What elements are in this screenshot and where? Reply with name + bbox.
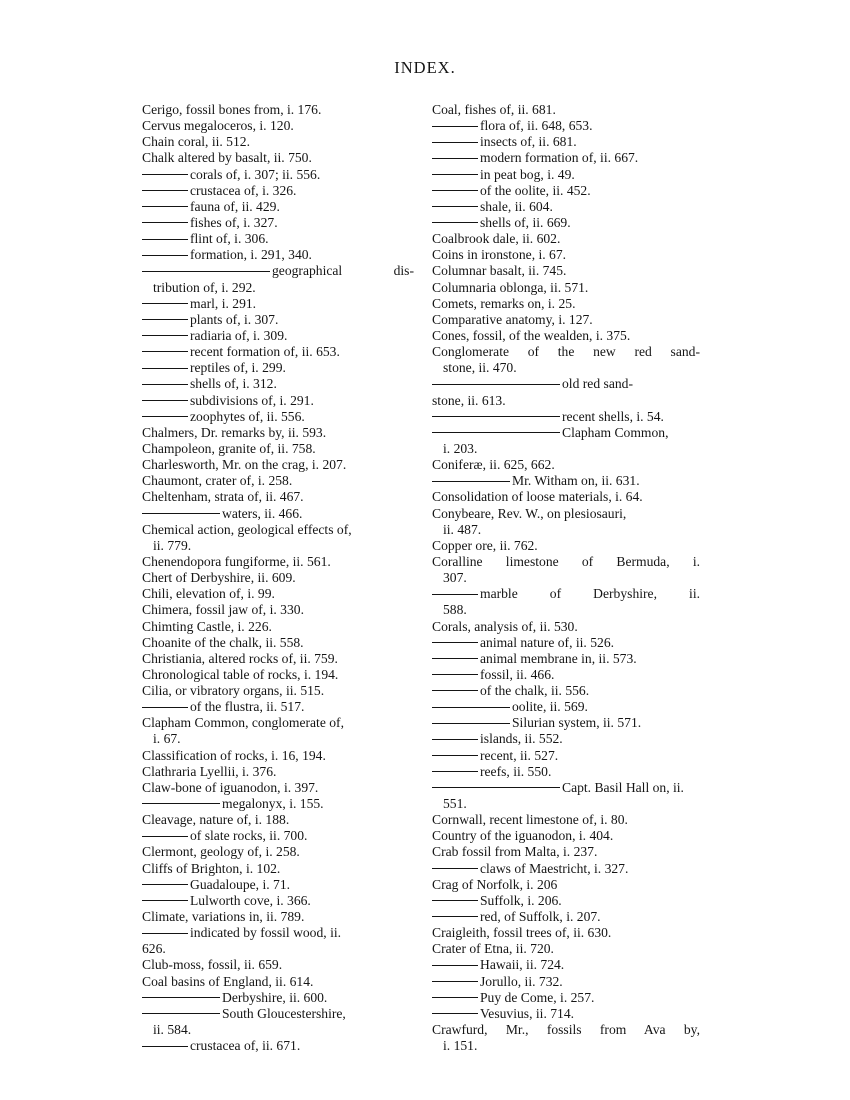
ditto-dash — [432, 384, 560, 385]
ditto-dash — [432, 481, 510, 482]
index-entry-text: fossil, ii. 466. — [480, 666, 555, 682]
index-entry-text: Columnaria oblonga, ii. 571. — [432, 279, 589, 295]
index-entry-text: Mr. Witham on, ii. 631. — [512, 473, 640, 489]
index-entry-text: subdivisions of, i. 291. — [190, 392, 314, 408]
index-entry-text: Corals, analysis of, ii. 530. — [432, 618, 578, 634]
ditto-dash — [142, 997, 220, 998]
index-entry — [142, 393, 414, 409]
index-entry — [142, 941, 414, 957]
ditto-dash — [142, 351, 188, 352]
index-entry-text: Choanite of the chalk, ii. 558. — [142, 634, 304, 650]
index-entry-text: Conybeare, Rev. W., on plesiosauri, — [432, 505, 627, 521]
index-entry — [142, 522, 414, 538]
index-entry — [142, 134, 414, 150]
ditto-dash — [432, 965, 478, 966]
index-entry-text: zoophytes of, ii. 556. — [190, 408, 305, 424]
index-entry-text: Club-moss, fossil, ii. 659. — [142, 957, 283, 973]
index-entry — [432, 102, 700, 118]
index-entry — [142, 150, 414, 166]
ditto-dash — [142, 836, 188, 837]
index-entry — [142, 651, 414, 667]
index-entry — [432, 409, 700, 425]
ditto-dash — [142, 174, 188, 175]
index-entry — [432, 425, 700, 441]
ditto-dash — [142, 400, 188, 401]
index-entry — [432, 134, 700, 150]
index-entry — [432, 360, 700, 376]
index-entry — [142, 586, 414, 602]
ditto-dash — [432, 222, 478, 223]
index-entry-text: Chaumont, crater of, i. 258. — [142, 473, 293, 489]
index-entry — [142, 602, 414, 618]
ditto-dash — [432, 190, 478, 191]
ditto-dash — [142, 335, 188, 336]
ditto-dash — [432, 142, 478, 143]
ditto-dash — [142, 1013, 220, 1014]
index-entry-text: of slate rocks, ii. 700. — [190, 828, 308, 844]
index-entry — [432, 602, 700, 618]
ditto-dash — [142, 384, 188, 385]
index-entry — [142, 312, 414, 328]
index-entry-text: Cornwall, recent limestone of, i. 80. — [432, 812, 628, 828]
index-entry-text: ii. 487. — [443, 521, 482, 537]
index-entry-text: flint of, i. 306. — [190, 231, 269, 247]
index-entry — [432, 1038, 700, 1054]
index-entry — [142, 538, 414, 554]
index-entry — [142, 699, 414, 715]
index-entry — [142, 489, 414, 505]
index-entry-text: Hawaii, ii. 724. — [480, 957, 565, 973]
index-entry — [432, 457, 700, 473]
index-entry-text: Charlesworth, Mr. on the crag, i. 207. — [142, 457, 347, 473]
index-entry-text: animal nature of, ii. 526. — [480, 634, 615, 650]
ditto-dash — [142, 319, 188, 320]
index-entry — [432, 167, 700, 183]
index-entry-text: radiaria of, i. 309. — [190, 327, 288, 343]
index-entry — [142, 425, 414, 441]
index-entry-text: 307. — [443, 570, 467, 586]
index-entry — [432, 263, 700, 279]
index-entry — [142, 909, 414, 925]
index-entry-text: Climate, variations in, ii. 789. — [142, 909, 305, 925]
index-entry-text: Coniferæ, ii. 625, 662. — [432, 457, 555, 473]
ditto-dash — [142, 303, 188, 304]
index-entry-text: reefs, ii. 550. — [480, 763, 552, 779]
index-entry-text: recent formation of, ii. 653. — [190, 344, 340, 360]
index-entry-text: corals of, i. 307; ii. 556. — [190, 166, 321, 182]
index-entry — [142, 506, 414, 522]
index-entry-text: Derbyshire, ii. 600. — [222, 989, 328, 1005]
ditto-dash — [432, 739, 478, 740]
index-entry — [432, 619, 700, 635]
index-entry-text: Comparative anatomy, i. 127. — [432, 311, 593, 327]
index-entry — [432, 344, 700, 360]
index-entry — [432, 231, 700, 247]
index-entry — [142, 893, 414, 909]
index-entry-text: Copper ore, ii. 762. — [432, 537, 538, 553]
index-entry — [432, 215, 700, 231]
index-entry — [142, 199, 414, 215]
index-entry — [142, 376, 414, 392]
index-entry-text: Clathraria Lyellii, i. 376. — [142, 763, 277, 779]
index-entry — [142, 231, 414, 247]
ditto-dash — [432, 658, 478, 659]
index-entry-text: Classification of rocks, i. 16, 194. — [142, 747, 326, 763]
index-entry-text: Chenendopora fungiforme, ii. 561. — [142, 553, 331, 569]
index-entry-text: recent, ii. 527. — [480, 747, 559, 763]
index-entry — [142, 828, 414, 844]
index-entry — [432, 538, 700, 554]
index-entry — [432, 570, 700, 586]
index-entry-text: Chimera, fossil jaw of, i. 330. — [142, 602, 304, 618]
index-entry-text: shale, ii. 604. — [480, 198, 553, 214]
ditto-dash — [142, 271, 270, 272]
index-entry-text: i. 67. — [153, 731, 181, 747]
index-entry-text: old red sand- — [562, 376, 633, 392]
ditto-dash — [142, 206, 188, 207]
ditto-dash — [432, 755, 478, 756]
index-entry — [432, 941, 700, 957]
ditto-dash — [432, 174, 478, 175]
index-entry — [142, 102, 414, 118]
index-entry-text: Capt. Basil Hall on, ii. — [562, 779, 684, 795]
index-entry-text: Coal basins of England, ii. 614. — [142, 973, 314, 989]
index-entry-text: ii. 779. — [153, 537, 192, 553]
index-entry-text: Christiania, altered rocks of, ii. 759. — [142, 650, 338, 666]
ditto-dash — [142, 803, 220, 804]
ditto-dash — [142, 239, 188, 240]
index-entry-text: recent shells, i. 54. — [562, 408, 664, 424]
index-entry — [432, 796, 700, 812]
index-entry-text: Champoleon, granite of, ii. 758. — [142, 440, 316, 456]
index-entry — [142, 296, 414, 312]
index-entry — [432, 715, 700, 731]
ditto-dash — [432, 416, 560, 417]
index-entry-text: flora of, ii. 648, 653. — [480, 118, 593, 134]
index-entry — [432, 925, 700, 941]
index-entry-text: Chili, elevation of, i. 99. — [142, 586, 275, 602]
index-entry — [142, 1038, 414, 1054]
index-entry-text: Crater of Etna, ii. 720. — [432, 941, 554, 957]
index-entry-text: Crab fossil from Malta, i. 237. — [432, 844, 598, 860]
index-entry — [432, 473, 700, 489]
ditto-dash — [142, 1046, 188, 1047]
index-entry — [142, 473, 414, 489]
ditto-dash — [432, 723, 510, 724]
index-entry — [142, 957, 414, 973]
index-entry — [142, 167, 414, 183]
index-entry — [142, 441, 414, 457]
index-entry — [432, 877, 700, 893]
index-entry-text: Coralline limestone of Bermuda, i. — [432, 553, 700, 569]
index-entry-text: Craigleith, fossil trees of, ii. 630. — [432, 925, 612, 941]
index-entry-text: Comets, remarks on, i. 25. — [432, 295, 576, 311]
index-entry — [432, 957, 700, 973]
index-entry-text: animal membrane in, ii. 573. — [480, 650, 637, 666]
index-entry — [432, 586, 700, 602]
index-entry-text: Chain coral, ii. 512. — [142, 134, 250, 150]
index-entry — [432, 974, 700, 990]
index-entry — [432, 748, 700, 764]
ditto-dash — [432, 642, 478, 643]
index-column-left — [142, 102, 414, 1054]
index-entry — [432, 328, 700, 344]
index-entry-text: islands, ii. 552. — [480, 731, 563, 747]
index-entry-text: Coalbrook dale, ii. 602. — [432, 231, 561, 247]
index-entry-text: reptiles of, i. 299. — [190, 360, 286, 376]
ditto-dash — [142, 222, 188, 223]
index-entry-text: crustacea of, ii. 671. — [190, 1038, 301, 1054]
index-entry — [432, 296, 700, 312]
index-entry-text: claws of Maestricht, i. 327. — [480, 860, 629, 876]
index-entry — [432, 522, 700, 538]
index-entry — [142, 812, 414, 828]
ditto-dash — [432, 206, 478, 207]
index-entry — [432, 489, 700, 505]
index-entry-text: of the chalk, ii. 556. — [480, 683, 590, 699]
index-entry — [432, 150, 700, 166]
index-entry-text: of the flustra, ii. 517. — [190, 699, 305, 715]
index-entry-text: fauna of, ii. 429. — [190, 198, 280, 214]
index-entry — [142, 1022, 414, 1038]
index-entry-text: Silurian system, ii. 571. — [512, 715, 642, 731]
index-entry-text: Conglomerate of the new red sand- — [432, 344, 700, 360]
index-entry-text: Puy de Come, i. 257. — [480, 989, 595, 1005]
index-entry — [142, 570, 414, 586]
ditto-dash — [142, 900, 188, 901]
index-entry-text: in peat bog, i. 49. — [480, 166, 575, 182]
index-entry-text: stone, ii. 613. — [432, 392, 506, 408]
index-column-right — [432, 102, 700, 1054]
index-entry-text: Cleavage, nature of, i. 188. — [142, 812, 290, 828]
index-entry-text: Cerigo, fossil bones from, i. 176. — [142, 102, 322, 117]
index-entry-text: Cliffs of Brighton, i. 102. — [142, 860, 281, 876]
ditto-dash — [432, 126, 478, 127]
index-entry-text: megalonyx, i. 155. — [222, 796, 324, 812]
index-entry-text: Columnar basalt, ii. 745. — [432, 263, 567, 279]
ditto-dash — [432, 771, 478, 772]
index-entry — [142, 118, 414, 134]
index-entry-text: Lulworth cove, i. 366. — [190, 892, 311, 908]
index-entry — [432, 683, 700, 699]
index-entry — [142, 925, 414, 941]
ditto-dash — [142, 707, 188, 708]
index-entry — [432, 312, 700, 328]
ditto-dash — [432, 981, 478, 982]
index-entry-text: Clapham Common, conglomerate of, — [142, 715, 344, 731]
index-entry-text: Crag of Norfolk, i. 206 — [432, 876, 558, 892]
index-entry — [432, 441, 700, 457]
index-entry — [432, 393, 700, 409]
index-entry — [142, 328, 414, 344]
index-entry-text: indicated by fossil wood, ii. — [190, 925, 342, 941]
ditto-dash — [142, 513, 220, 514]
index-entry-text: stone, ii. 470. — [443, 360, 517, 376]
index-entry — [432, 731, 700, 747]
index-entry-text: Chalmers, Dr. remarks by, ii. 593. — [142, 424, 327, 440]
index-entry — [142, 731, 414, 747]
index-entry-text: Chimting Castle, i. 226. — [142, 618, 272, 634]
index-entry — [432, 554, 700, 570]
index-entry — [142, 715, 414, 731]
index-entry — [432, 780, 700, 796]
index-entry — [142, 861, 414, 877]
index-entry — [142, 974, 414, 990]
index-entry-text: formation, i. 291, 340. — [190, 247, 312, 263]
ditto-dash — [142, 884, 188, 885]
index-entry-text: Jorullo, ii. 732. — [480, 973, 563, 989]
index-entry — [142, 877, 414, 893]
index-entry-text: i. 203. — [443, 440, 478, 456]
index-entry-text: tribution of, i. 292. — [153, 279, 256, 295]
index-entry-text: of the oolite, ii. 452. — [480, 182, 591, 198]
index-entry — [432, 1006, 700, 1022]
index-entry-text: Suffolk, i. 206. — [480, 892, 562, 908]
index-entry-text: Chemical action, geological effects of, — [142, 521, 352, 537]
index-entry — [432, 183, 700, 199]
index-entry — [142, 280, 414, 296]
index-entry — [432, 280, 700, 296]
index-entry — [432, 199, 700, 215]
index-entry-text: shells of, ii. 669. — [480, 214, 571, 230]
index-entry — [142, 667, 414, 683]
index-entry — [432, 247, 700, 263]
ditto-dash — [142, 368, 188, 369]
index-entry-text: shells of, i. 312. — [190, 376, 277, 392]
index-entry-text: marl, i. 291. — [190, 295, 257, 311]
index-entry-text: Clapham Common, — [562, 424, 669, 440]
index-entry-text: Cones, fossil, of the wealden, i. 375. — [432, 327, 631, 343]
index-entry — [142, 409, 414, 425]
index-entry — [142, 554, 414, 570]
index-entry — [432, 506, 700, 522]
index-entry-text: Cheltenham, strata of, ii. 467. — [142, 489, 304, 505]
index-entry-text: South Gloucestershire, — [222, 1005, 346, 1021]
ditto-dash — [432, 594, 478, 595]
index-entry — [432, 909, 700, 925]
ditto-dash — [142, 255, 188, 256]
index-entry — [432, 651, 700, 667]
index-entry-text: Cervus megaloceros, i. 120. — [142, 118, 294, 134]
index-entry-text: i. 151. — [443, 1038, 478, 1054]
index-entry-text: red, of Suffolk, i. 207. — [480, 909, 601, 925]
index-entry — [432, 699, 700, 715]
ditto-dash — [142, 190, 188, 191]
ditto-dash — [432, 900, 478, 901]
index-entry-text: 551. — [443, 796, 467, 812]
index-entry — [432, 844, 700, 860]
ditto-dash — [432, 432, 560, 433]
index-entry-text: Chalk altered by basalt, ii. 750. — [142, 150, 312, 166]
index-entry-text: Coal, fishes of, ii. 681. — [432, 102, 556, 117]
index-entry-text: Country of the iguanodon, i. 404. — [432, 828, 614, 844]
ditto-dash — [432, 997, 478, 998]
index-entry — [142, 1006, 414, 1022]
index-entry — [142, 360, 414, 376]
index-entry — [432, 812, 700, 828]
index-entry — [142, 796, 414, 812]
index-entry — [142, 263, 414, 279]
index-entry — [142, 183, 414, 199]
index-entry — [432, 861, 700, 877]
ditto-dash — [432, 690, 478, 691]
index-entry-text: Claw-bone of iguanodon, i. 397. — [142, 779, 319, 795]
ditto-dash — [142, 933, 188, 934]
ditto-dash — [432, 707, 510, 708]
ditto-dash — [432, 787, 560, 788]
index-entry — [432, 376, 700, 392]
index-entry-text: Guadaloupe, i. 71. — [190, 876, 291, 892]
index-entry — [142, 844, 414, 860]
index-entry-text: plants of, i. 307. — [190, 311, 279, 327]
index-entry — [142, 215, 414, 231]
ditto-dash — [432, 674, 478, 675]
index-entry — [432, 990, 700, 1006]
ditto-dash — [432, 916, 478, 917]
index-entry — [142, 764, 414, 780]
index-entry — [142, 780, 414, 796]
index-entry-text: Clermont, geology of, i. 258. — [142, 844, 300, 860]
index-entry — [142, 748, 414, 764]
index-entry — [142, 457, 414, 473]
index-entry-text: modern formation of, ii. 667. — [480, 150, 639, 166]
index-entry — [432, 828, 700, 844]
index-entry-text: ii. 584. — [153, 1022, 192, 1038]
index-entry-text: oolite, ii. 569. — [512, 699, 588, 715]
index-entry — [432, 118, 700, 134]
index-entry — [432, 1022, 700, 1038]
index-entry-text: fishes of, i. 327. — [190, 214, 278, 230]
ditto-dash — [142, 416, 188, 417]
index-entry-text: marble of Derbyshire, ii. — [480, 586, 700, 602]
index-entry-text: 626. — [142, 941, 166, 957]
index-entry-text: waters, ii. 466. — [222, 505, 303, 521]
index-entry-text: 588. — [443, 602, 467, 618]
index-entry — [142, 344, 414, 360]
ditto-dash — [432, 868, 478, 869]
index-entry — [432, 893, 700, 909]
index-entry-text: Chronological table of rocks, i. 194. — [142, 666, 339, 682]
index-entry — [432, 635, 700, 651]
index-entry — [142, 247, 414, 263]
index-entry — [142, 619, 414, 635]
index-entry — [432, 667, 700, 683]
ditto-dash — [432, 158, 478, 159]
index-entry-text: crustacea of, i. 326. — [190, 182, 297, 198]
index-entry-text: Crawfurd, Mr., fossils from Ava by, — [432, 1022, 700, 1038]
index-entry — [142, 990, 414, 1006]
index-entry — [142, 683, 414, 699]
index-entry — [432, 764, 700, 780]
ditto-dash — [432, 1013, 478, 1014]
index-entry-text: Vesuvius, ii. 714. — [480, 1005, 575, 1021]
page-title: INDEX. — [394, 58, 456, 77]
index-entry-text: Consolidation of loose materials, i. 64. — [432, 489, 643, 505]
index-entry-text: Cilia, or vibratory organs, ii. 515. — [142, 683, 325, 699]
index-entry-text: Coins in ironstone, i. 67. — [432, 247, 567, 263]
index-entry — [142, 635, 414, 651]
index-entry-text: geographical dis- — [272, 263, 414, 279]
index-entry-text: insects of, ii. 681. — [480, 134, 577, 150]
index-entry-text: Chert of Derbyshire, ii. 609. — [142, 570, 296, 586]
